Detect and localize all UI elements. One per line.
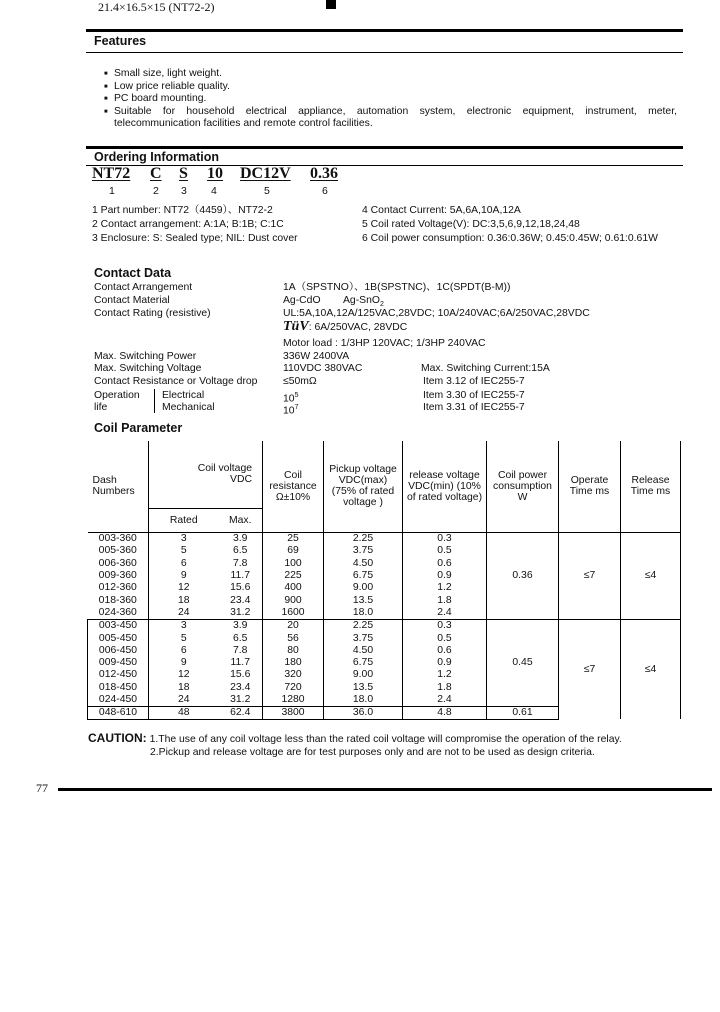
cell-release: 4.8 (403, 706, 487, 719)
cell-pickup: 13.5 (324, 594, 403, 606)
cell-release: 0.5 (403, 632, 487, 644)
cell-pickup: 3.75 (324, 632, 403, 644)
cell-pickup: 4.50 (324, 644, 403, 656)
cell-max: 7.8 (233, 557, 248, 569)
top-note: 21.4×16.5×15 (NT72-2) (98, 0, 215, 14)
header-coil-voltage-text: Coil voltage VDC (197, 463, 252, 486)
header-rated: Rated (149, 508, 219, 532)
resistance-ref: Item 3.12 of IEC255-7 (423, 376, 525, 387)
ordering-left-line: 3 Enclosure: S: Sealed type; NIL: Dust cover (92, 233, 298, 244)
resistance-value: ≤50mΩ (283, 376, 317, 387)
cell-max: 62.4 (219, 706, 263, 719)
header-max: Max. (219, 508, 263, 532)
cell-operate-group2: ≤7 (559, 619, 621, 719)
cell-release: 1.8 (403, 594, 487, 606)
cell-rated: 5 (149, 632, 219, 644)
cell-release: 0.6 (403, 557, 487, 569)
cell-max: 6.5 (233, 545, 248, 557)
header-power (487, 441, 559, 532)
electrical-base: 10 (283, 393, 295, 405)
order-number: 6 (322, 185, 328, 197)
ordering-title: Ordering Information (94, 150, 219, 164)
order-number: 3 (181, 185, 187, 197)
ordering-right-line: 6 Coil power consumption: 0.36:0.36W; 0.45:0.45W; 0.61:0.61W (362, 233, 658, 244)
cell-dash: 024-450 (88, 693, 149, 706)
cell-release-time-group2: ≤4 (621, 619, 681, 719)
features-bottom-rule (86, 52, 683, 53)
table-row (88, 619, 681, 632)
cell-resistance: 720 (263, 681, 324, 693)
table-row (88, 532, 681, 545)
header-pickup-text: Pickup voltage VDC(max) (75% of rated voltage ) (329, 464, 397, 509)
voltage-value: 110VDC 380VAC (283, 363, 363, 374)
caution-line-1 (88, 732, 622, 746)
material-value-2-text: Ag-SnO (343, 295, 380, 306)
order-code-power: 0.36 (310, 165, 338, 182)
cell-dash: 003-360 (88, 532, 149, 545)
electrical-label: Electrical (162, 390, 205, 401)
rating-tuv (283, 320, 407, 334)
header-pickup (324, 441, 403, 532)
header-resistance-text: Coil resistance Ω±10% (269, 469, 317, 503)
cell-pickup: 6.75 (324, 569, 403, 581)
order-code-enclosure: S (179, 165, 188, 182)
caution-block (88, 732, 622, 759)
cell-rated: 18 (149, 594, 219, 606)
feature-item: ■ Suitable for household electrical appliance, automation system, electronic equipment, instrument, meter, telecommunication facilities and remote control facilities. (104, 106, 677, 131)
order-code-arrangement: C (150, 165, 162, 182)
cell-dash: 012-450 (88, 669, 149, 681)
cell-resistance: 900 (263, 594, 324, 606)
ordering-left-line: 2 Contact arrangement: A:1A; B:1B; C:1C (92, 219, 284, 230)
cell-rated: 12 (149, 669, 219, 681)
cell-max: 3.9 (219, 619, 263, 632)
cell-rated: 24 (149, 693, 219, 706)
cell-rated: 18 (149, 681, 219, 693)
cell-release: 0.9 (403, 569, 487, 581)
electrical-exponent: 5 (294, 392, 299, 399)
features-list (104, 68, 677, 131)
cell-pickup: 2.25 (324, 532, 403, 545)
order-code-part: NT72 (92, 165, 131, 182)
cell-release: 0.3 (403, 619, 487, 632)
cell-dash: 009-360 (98, 570, 137, 582)
cell-rated: 3 (149, 532, 219, 545)
cell-resistance: 20 (263, 619, 324, 632)
cell-pickup: 18.0 (324, 606, 403, 619)
electrical-ref: Item 3.30 of IEC255-7 (423, 390, 525, 401)
ordering-right-line: 4 Contact Current: 5A,6A,10A,12A (362, 205, 521, 216)
header-dash-text: Dash Numbers (92, 475, 135, 498)
cell-dash: 003-450 (88, 619, 149, 632)
mechanical-exponent: 7 (294, 404, 299, 411)
header-release-time-text: Release Time ms (630, 475, 671, 498)
header-release-voltage (403, 441, 487, 532)
rating-label: Contact Rating (resistive) (94, 308, 211, 319)
cell-dash: 048-610 (88, 706, 149, 719)
mechanical-base: 10 (283, 405, 295, 417)
header-resistance (263, 441, 324, 532)
header-operate-text: Operate Time ms (569, 475, 610, 498)
caution-text-1: 1.The use of any coil voltage less than the rated coil voltage will compromise the operation of the relay. (149, 734, 622, 745)
material-label: Contact Material (94, 295, 170, 306)
coil-parameter-table (87, 441, 681, 720)
life-label: life (94, 402, 108, 413)
power-value: 336W 2400VA (283, 351, 350, 362)
cell-max: 15.6 (230, 582, 251, 594)
cell-power-group2: 0.45 (487, 619, 559, 706)
cell-operate-group1: ≤7 (559, 532, 621, 619)
cell-resistance: 1600 (263, 606, 324, 619)
cell-pickup: 18.0 (324, 693, 403, 706)
cell-resistance: 180 (263, 656, 324, 668)
rating-motor: Motor load : 1/3HP 120VAC; 1/3HP 240VAC (283, 338, 486, 349)
cell-pickup: 3.75 (324, 545, 403, 557)
cell-release: 2.4 (403, 606, 487, 619)
cell-max: 15.6 (230, 669, 251, 681)
cell-dash: 012-360 (98, 582, 137, 594)
cell-dash: 006-450 (88, 644, 149, 656)
cell-rated: 9 (149, 656, 219, 668)
cell-pickup: 9.00 (324, 582, 403, 594)
cell-resistance: 56 (263, 632, 324, 644)
cell-pickup: 2.25 (324, 619, 403, 632)
cell-max: 11.7 (230, 570, 250, 582)
cell-rated: 9 (149, 569, 219, 581)
cell-max: 23.4 (230, 681, 251, 693)
header-release-text: release voltage VDC(min) (10% of rated voltage) (406, 469, 483, 503)
page-number: 77 (36, 781, 48, 795)
cell-release: 1.8 (403, 681, 487, 693)
cell-release: 0.3 (403, 532, 487, 545)
resistance-label: Contact Resistance or Voltage drop (94, 376, 258, 387)
cell-rated: 48 (149, 706, 219, 719)
features-title: Features (94, 34, 147, 48)
tuv-mark: TüV (283, 319, 309, 334)
order-number: 2 (153, 185, 159, 197)
cell-pickup: 4.50 (324, 557, 403, 569)
mechanical-label: Mechanical (162, 402, 215, 413)
cell-max: 23.4 (230, 594, 251, 606)
order-number: 4 (211, 185, 217, 197)
contact-data-title: Contact Data (94, 266, 172, 280)
arrangement-label: Contact Arrangement (94, 282, 193, 293)
ordering-left-line: 1 Part number: NT72（4459）、NT72-2 (92, 205, 273, 216)
cell-release: 2.4 (403, 693, 487, 706)
header-coil-voltage (149, 441, 263, 508)
ordering-top-rule (86, 146, 683, 149)
material-value-1: Ag-CdO (283, 295, 321, 306)
cell-dash: 005-360 (98, 545, 137, 557)
cell-power: 0.61 (487, 706, 559, 719)
header-release-time (621, 441, 681, 532)
cell-pickup: 13.5 (324, 681, 403, 693)
ordering-bottom-rule (86, 165, 683, 166)
cell-release: 0.9 (403, 656, 487, 668)
power-label: Max. Switching Power (94, 351, 197, 362)
header-dash-numbers (88, 441, 149, 532)
current-text: Max. Switching Current:15A (421, 363, 550, 374)
rating-ul: UL:5A,10A,12A/125VAC,28VDC; 10A/240VAC;6A/250VAC,28VDC (283, 308, 590, 319)
cell-resistance: 69 (263, 545, 324, 557)
cell-pickup: 6.75 (324, 656, 403, 668)
arrangement-value: 1A（SPSTNO）、1B(SPSTNC)、1C(SPDT(B-M)) (283, 282, 511, 293)
cell-resistance: 225 (263, 569, 324, 581)
coil-parameter-title: Coil Parameter (94, 421, 183, 435)
cell-max: 31.2 (230, 606, 251, 618)
cell-rated: 3 (149, 619, 219, 632)
cell-max: 6.5 (233, 632, 248, 644)
cell-resistance: 100 (263, 557, 324, 569)
order-code-current: 10 (207, 165, 223, 182)
cell-rated: 12 (149, 582, 219, 594)
cell-max: 7.8 (233, 644, 248, 656)
cell-release: 1.2 (403, 582, 487, 594)
life-bracket (154, 389, 155, 413)
feature-item: ■ Low price reliable quality. (104, 81, 677, 94)
cell-resistance: 3800 (263, 706, 324, 719)
caution-line-2: 2.Pickup and release voltage are for test purposes only and are not to be used as design criteria. (150, 747, 595, 758)
cell-dash: 009-450 (88, 656, 149, 668)
mechanical-ref: Item 3.31 of IEC255-7 (423, 402, 525, 413)
voltage-label: Max. Switching Voltage (94, 363, 202, 374)
footer-rule (58, 788, 712, 791)
cell-dash: 018-450 (88, 681, 149, 693)
order-number: 1 (109, 185, 115, 197)
cell-max: 3.9 (219, 532, 263, 545)
cell-resistance: 1280 (263, 693, 324, 706)
cell-release: 0.6 (403, 644, 487, 656)
cell-release-time-group1: ≤4 (621, 532, 681, 619)
ordering-right-line: 5 Coil rated Voltage(V): DC:3,5,6,9,12,18,24,48 (362, 219, 580, 230)
header-operate-time (559, 441, 621, 532)
cell-power-group1: 0.36 (487, 532, 559, 619)
cell-resistance: 400 (263, 582, 324, 594)
cell-dash: 006-360 (98, 557, 137, 569)
header-power-text: Coil power consumption W (493, 469, 552, 503)
black-square-mark (326, 0, 336, 9)
cell-rated: 6 (149, 557, 219, 569)
cell-dash: 024-360 (98, 606, 137, 618)
cell-rated: 6 (149, 644, 219, 656)
features-top-rule (86, 29, 683, 32)
order-code-voltage: DC12V (240, 165, 291, 182)
cell-pickup: 9.00 (324, 669, 403, 681)
cell-max: 11.7 (230, 657, 250, 669)
operation-label: Operation (94, 390, 140, 401)
feature-item: ■ PC board mounting. (104, 93, 677, 106)
material-subscript: 2 (379, 301, 384, 309)
cell-pickup: 36.0 (324, 706, 403, 719)
mechanical-value (283, 401, 298, 417)
cell-resistance: 320 (263, 669, 324, 681)
cell-dash: 018-360 (98, 594, 137, 606)
cell-resistance: 25 (263, 532, 324, 545)
cell-rated: 24 (149, 606, 219, 619)
cell-resistance: 80 (263, 644, 324, 656)
cell-dash: 005-450 (88, 632, 149, 644)
cell-max: 31.2 (230, 694, 251, 705)
cell-release: 0.5 (403, 545, 487, 557)
rating-tuv-text: : 6A/250VAC, 28VDC (308, 322, 408, 333)
caution-label: CAUTION: (88, 731, 147, 745)
feature-item: ■ Small size, light weight. (104, 68, 677, 81)
cell-rated: 5 (149, 545, 219, 557)
order-number: 5 (264, 185, 270, 197)
cell-release: 1.2 (403, 669, 487, 681)
